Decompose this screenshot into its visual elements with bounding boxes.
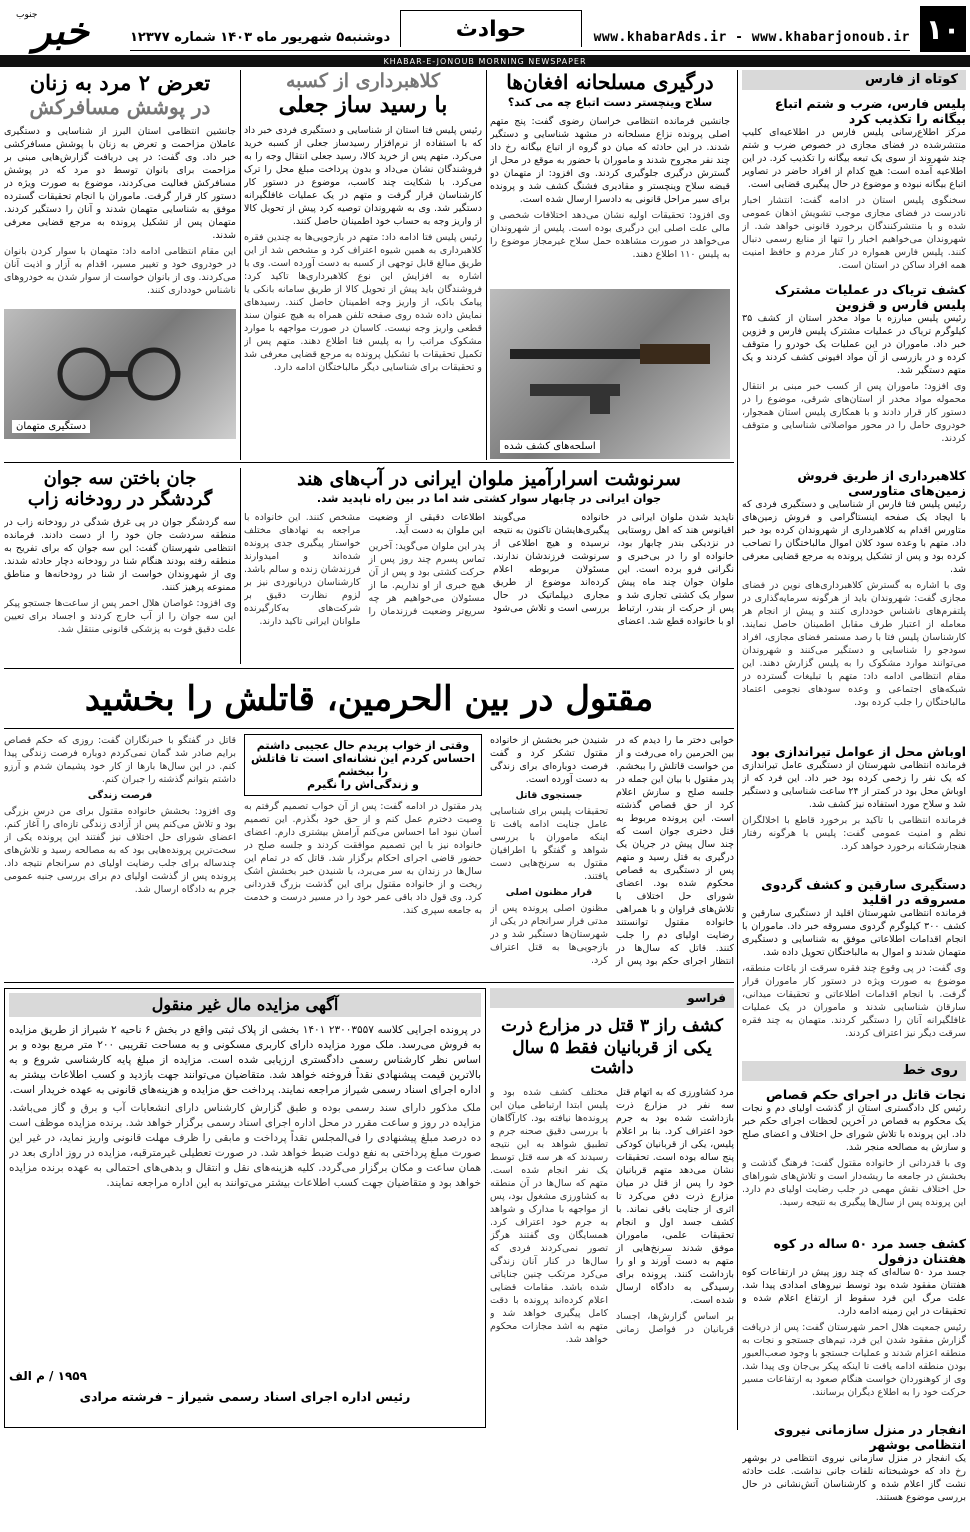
subheadline: سلاح وینچستر دست اتباع چه می کند؟ [507,96,713,109]
headline: با رسید ساز جعلی [278,92,448,118]
divider [4,728,734,729]
handcuffs-photo [4,309,236,439]
headline: تعرض ۲ مرد به زنان [29,70,211,95]
divider [486,70,487,460]
article-body: جانشین انتظامی استان البرز از شناسایی و دستگیری عاملان مزاحمت و تعرض به زنان با پوشش مسافرکشی خبر داد. وی گفت: در پی دریافت گزارش‌هایی مبنی بر مزاحمت برای بانوان توسط دو مرد که در پوشش مسافرکش فعالیت می‌کردند، موضوع به صورت ویژه در دستور کار قرار گرفت. ماموران با انجام تحقیقات گسترده موفق به شناسایی متهمان شدند و آنان را دستگیر کردند. متهمان پس از تشکیل پرونده به مرجع قضایی معرفی شدند. این مقام انتظامی ادامه داد: متهمان با سوار کردن بانوان در خودروی خود و تغییر مسیر، اقدام به آزار و اذیت آنان می‌کردند. وی از بانوان خواست از سوار شدن به خودروهای ناشناس خودداری کنند. [4,126,236,296]
section-label: فراسو [490,988,734,1008]
ad-footer: رئیس اداره اجرای اسناد رسمی شیراز – فرشته مرادی [79,1389,411,1404]
headline: کلاهبرداری از کسبه [285,70,440,92]
newspaper-logo: خبر [33,7,89,53]
article-body: مرد کشاورزی که به اتهام قتل سه نفر در مزارع ذرت بازداشت شده بود به جرم خود اعتراف کرد. بنا بر اعلام پلیس، یکی از قربانیان کودکی پنج ساله بوده است. تحقیقات نشان می‌دهد متهم قربانیان خود را پس از قتل در میان مزارع ذرت دفن می‌کرد تا اثری از جنایت باقی نماند. با کشف جسد اول و انجام تحقیقات علمی، ماموران موفق شدند سرنخ‌هایی از متهم به دست آورند و او را بازداشت کنند. پرونده برای رسیدگی به دادگاه ارسال شده است. بر اساس گزارش‌ها، اجساد قربانیان در فواصل زمانی مختلف کشف شده بود و پلیس ابتدا ارتباطی میان این پرونده‌ها نیافته بود. کارآگاهان با بررسی دقیق صحنه جرم و تطبیق شواهد به این نتیجه رسیدند که هر سه قتل توسط یک نفر انجام شده است. متهم که سال‌ها در آن منطقه به کشاورزی مشغول بود، پس از مواجهه با مدارک و شواهد به جرم خود اعتراف کرد. همسایگان وی گفتند هرگز تصور نمی‌کردند فردی که سال‌ها در کنار آنان زندگی می‌کرد مرتکب چنین جنایاتی شده باشد. مقامات قضایی اعلام کرده‌اند پرونده با دقت کامل پیگیری خواهد شد و متهم به اشد مجازات محکوم خواهد شد. [490,1087,734,1345]
headline: در پوشش مسافرکش [29,95,211,119]
sidebar-item-body: جسد مرد ۵۰ ساله‌ای که چند روز پیش در ارتفاعات کوه هفتنان مفقود شده بود توسط نیروهای امدادی پیدا شد. علت مرگ این فرد سقوط از ارتفاع اعلام شده و تحقیقات در این زمینه ادامه دارد. رئیس جمعیت هلال احمر شهرستان گفت: پس از دریافت گزارش مفقود شدن این فرد، تیم‌های جستجو و نجات به منطقه اعزام شدند و عملیات جستجو با وجود صعب‌العبور بودن منطقه ادامه یافت تا اینکه پیکر بی‌جان وی پیدا شد. وی از کوهنوردان خواست هنگام صعود به ارتفاعات مسیر حرکت خود را به اطلاع دیگران برسانند. [742,1267,966,1398]
headline: یکی از قربانیان فقط ۵ سال داشت [512,1038,712,1078]
main-headline: مقتول در بین الحرمین، قاتلش را بخشید [84,679,654,719]
divider [240,70,241,460]
sidebar [742,70,966,1503]
story-river-drowning [4,468,236,664]
sidebar-item-body: رئیس کل دادگستری استان از گذشت اولیای دم و نجات یک محکوم به قصاص در آخرین لحظات اجرای حکم خبر داد. این پرونده با تلاش شورای حل اختلاف و اعضای صلح و سازش به مصالحه منجر شد. وی با قدردانی از خانواده مقتول گفت: فرهنگ گذشت و بخشش در جامعه ما ریشه‌دار است و تلاش‌های شوراهای حل اختلاف نقش مهمی در جلب رضایت اولیای دم دارد. این پرونده پس از سال‌ها پیگیری به نتیجه رسید. [742,1103,966,1208]
headline: جان باختن سه جوان [43,468,197,489]
sidebar-item-title: اوباش محل از عوامل تیراندازی بود [750,744,966,759]
sidebar-item-title: نجات قاتل در اجرای حکم قصاص [766,1087,966,1102]
ad-title: آگهی مزایده مال غیر منقول [9,993,481,1017]
sidebar-item-title: کشف تریاک در عملیات مشترک پلیس فارس و قزوین [774,282,966,312]
sidebar-item-body: رئیس پلیس فتا فارس از شناسایی و دستگیری فردی که با ایجاد یک صفحه اینستاگرامی و فروش زمین‌های متاورس اقدام به کلاهبرداری از شهروندان کرده بود خبر داد. متهم با وعده سود کلان اموال مالباختگان را تصاحب کرده بود و پس از تشکیل پرونده به مرجع قضایی معرفی شد. وی با اشاره به گسترش کلاهبرداری‌های نوین در فضای مجازی گفت: شهروندان باید از هرگونه سرمایه‌گذاری در پلتفرم‌های ناشناس خودداری کنند و پیش از انجام هر معامله از اعتبار طرف مقابل اطمینان حاصل نمایند. کارشناسان پلیس فتا با رصد مستمر فضای مجازی، افراد سودجو را شناسایی و دستگیر می‌کنند و شهروندان می‌توانند موارد مشکوک را به پلیس گزارش دهند. این مقام انتظامی ادامه داد: متهم با تبلیغات گسترده در شبکه‌های اجتماعی و وعده سودهای نجومی اعتماد مالباختگان را جلب کرده بود. [742,499,966,708]
article-body: خوابی دختر ما را دیدم که در بین الحرمین راه می‌رفت و از من خواست قاتلش را ببخشم. پدر مقتول با بیان این جمله در جلسه صلح و سازش اعلام کرد از حق قصاص گذشته است. این پرونده مربوط به قتل دختری جوان است که چند سال پیش در جریان یک درگیری به قتل رسید و متهم پس از دستگیری به قصاص محکوم شده بود. اعضای شورای حل اختلاف با تلاش‌های فراوان و با همراهی خانواده مقتول توانستند رضایت اولیای دم را جلب کنند. قاتل که سال‌ها در انتظار اجرای حکم بود پس از شنیدن خبر بخشش از خانواده مقتول تشکر کرد و گفت فرصت دوباره‌ای برای زندگی به دست آورده است. جستجوی قاتل تحقیقات پلیس برای شناسایی عامل جنایت ادامه یافت تا اینکه ماموران با بررسی شواهد و گفتگو با اطرافیان مقتول به سرنخ‌هایی دست یافتند. قرار مظنون اصلی مظنون اصلی پرونده پس از مدتی فرار سرانجام در یکی از شهرستان‌ها دستگیر شد و در بازجویی‌ها به قتل اعتراف کرد. [490,735,734,967]
sidebar-item-body: یک انفجار در منزل سازمانی نیروی انتظامی در بوشهر رخ داد که خوشبختانه تلفات جانی نداشت. علت حادثه نشت گاز اعلام شده و کارشناسان آتش‌نشانی در حال بررسی موضوع هستند. [742,1453,966,1503]
sidebar-item-body: رئیس پلیس مبارزه با مواد مخدر استان از کشف ۳۵ کیلوگرم تریاک در عملیات مشترک پلیس فارس و قزوین خبر داد. ماموران در این عملیات یک خودرو را متوقف کرده و در بازرسی از آن مواد افیونی کشف کردند و یک متهم دستگیر شد. وی افزود: ماموران پس از کسب خبر مبنی بر انتقال محموله مواد مخدر از استان‌های شرقی، موضوع را در دستور کار قرار دادند و با همکاری پلیس استان همجوار، خودروی حامل را در محور مواصلاتی شناسایی و متوقف کردند. [742,313,966,444]
quote: احساس کردم این نشانه‌ای است تا قاتلش را ببخشم [250,752,476,778]
article-body: جانشین فرمانده انتظامی خراسان رضوی گفت: پنج متهم اصلی پرونده نزاع مسلحانه در مشهد شناسایی و دستگیر شدند. در این حادثه که میان دو گروه از اتباع بیگانه رخ داد چند نفر مجروح شدند و ماموران با حضور به موقع در محل از گسترش درگیری جلوگیری کردند. وی افزود: از متهمان دو قبضه سلاح وینچستر و مقادیری فشنگ کشف شد و پرونده برای سیر مراحل قانونی به دادسرا ارسال شده است. وی افزود: تحقیقات اولیه نشان می‌دهد اختلافات شخصی و مالی علت اصلی این درگیری بوده است. پلیس از شهروندان می‌خواهد در صورت مشاهده حمل سلاح غیرمجاز موضوع را به پلیس ۱۱۰ اطلاع دهند. [490,116,730,260]
subheadline: جوان ایرانی در چابهار سوار کشتی شد اما در بین راه ناپدید شد. [316,492,662,505]
sidebar-header: روی خط [742,1061,966,1081]
headline: کشف راز ۳ قتل در مزارع ذرت [501,1016,723,1036]
photo-caption: دستگیری متهمان [12,420,90,433]
sidebar-item-body: فرمانده انتظامی شهرستان اقلید از دستگیری سارقین و کشف ۳۰۰ کیلوگرم گردوی مسروقه خبر داد. ماموران با انجام اقدامات اطلاعاتی موفق به شناسایی و دستگیری متهمان شدند و اموال به مالباختگان تحویل داده شد. وی گفت: در پی وقوع چند فقره سرقت از باغات منطقه، موضوع به صورت ویژه در دستور کار ماموران قرار گرفت. با انجام اقدامات اطلاعاتی و تحقیقات میدانی، سارقان شناسایی شدند و ماموران در یک عملیات غافلگیرانه آنان را دستگیر کردند. متهمان به چند فقره سرقت دیگر نیز اعتراف کردند. [742,908,966,1039]
sidebar-item-title: پلیس فارس، ضرب و شتم اتباع بیگانه را تکذیب کرد [774,96,966,126]
article-body: سه گردشگر جوان در پی غرق شدگی در رودخانه زاب در منطقه سردشت جان خود را از دست دادند. فرمانده انتظامی شهرستان گفت: این سه جوان که برای تفریح به منطقه رفته بودند هنگام شنا در رودخانه دچار حادثه شدند. وی از شهروندان خواست از شنا در رودخانه‌ها و مناطق ممنوعه پرهیز کنند. وی افزود: غواصان هلال احمر پس از ساعت‌ها جستجو پیکر این سه جوان را از آب خارج کردند و اجساد برای تعیین علت دقیق فوت به پزشکی قانونی منتقل شد. [4,517,236,635]
quote: وقتی از خواب پریدم حال عجیبی داشتم [256,739,470,752]
logo-subtitle: جنوب [16,10,38,20]
story-corn-field [490,988,734,1428]
headline: درگیری مسلحانه افغان‌ها [506,70,714,94]
masthead [0,0,970,58]
page-number: ۱۰ [920,6,966,52]
story-forgiveness-quote [244,734,482,978]
story-sailor [244,468,734,664]
article-body: رئیس پلیس فتا استان از شناسایی و دستگیری فردی خبر داد که با استفاده از نرم‌افزار رسیدساز جعلی از کسبه خرید می‌کرد. متهم پس از خرید کالا، رسید جعلی انتقال وجه را به فروشندگان نشان می‌داد و بدون پرداخت مبلغ محل را ترک می‌کرد. با شکایت چند کاسب، موضوع در دستور کار کارشناسان قرار گرفت و متهم در یک عملیات غافلگیرانه دستگیر شد. وی به شهروندان توصیه کرد پیش از تحویل کالا از واریز وجه به حساب خود اطمینان حاصل کنند. رئیس پلیس فتا ادامه داد: متهم در بازجویی‌ها به چندین فقره کلاهبرداری به همین شیوه اعتراف کرد و مشخص شد از این طریق مبالغ قابل توجهی از کسبه به دست آورده است. وی با اشاره به افزایش این نوع کلاهبرداری‌ها تاکید کرد: فروشندگان باید پیش از تحویل کالا از طریق سامانه بانکی یا پیامک بانک، از واریز وجه اطمینان حاصل کنند. رسیدهای نمایش داده شده روی صفحه تلفن همراه به هیچ عنوان سند قطعی واریز وجه نیست. کاسبان در صورت مواجهه با موارد مشکوک مراتب را به پلیس فتا اطلاع دهند. متهم پس از تکمیل تحقیقات با تشکیل پرونده به مرجع قضایی معرفی شد و تحقیقات برای شناسایی دیگر مالباختگان ادامه دارد. [244,125,482,373]
ad-body: در پرونده اجرایی کلاسه ۲۳۰۰۳۵۵۷ ۱۴۰۱ بخشی از پلاک ثبتی واقع در بخش ۶ ناحیه ۲ شیراز از طریق مزایده به فروش می‌رسد. ملک مورد مزایده دارای کاربری مسکونی و به مساحت تقریبی ۲۰۰ متر مربع بوده و بر اساس نظر کارشناس رسمی دادگستری ارزیابی شده است. مزایده از مبلغ پایه کارشناسی شروع و به بالاترین قیمت پیشنهادی نقداً فروخته خواهد شد. متقاضیان می‌توانند جهت بازدید و کسب اطلاعات بیشتر به اداره اجرای اسناد رسمی شیراز مراجعه نمایند. پرداخت حق مزایده و هزینه‌های قانونی به عهده خریدار است. ملک مذکور دارای سند رسمی بوده و طبق گزارش کارشناس دارای انشعابات آب و برق و گاز می‌باشد. مزایده در روز و ساعت مقرر در محل اداره اجرای اسناد رسمی برگزار خواهد شد. برنده مزایده موظف است ده درصد مبلغ پیشنهادی را فی‌المجلس نقداً پرداخت و مابقی را ظرف مهلت قانونی واریز نماید، در غیر این صورت مبلغ پرداختی به نفع دولت ضبط خواهد شد. در صورت تعطیلی غیرمترقبه، مزایده در روز اداری بعد در همان ساعت و مکان برگزار می‌گردد. کلیه هزینه‌های نقل و انتقال و بدهی‌های احتمالی به عهده برنده مزایده خواهد بود و متقاضیان جهت کسب اطلاعات بیشتر می‌توانند به این اداره مراجعه نمایند. [9,1024,481,1189]
article-body: قاتل در گفتگو با خبرنگاران گفت: روزی که حکم قصاص برایم صادر شد گمان نمی‌کردم دوباره فرصت زندگی پیدا کنم. در این سال‌ها بارها از کار خود پشیمان شدم و آرزو داشتم بتوانم گذشته را جبران کنم. فرصت زندگی وی افزود: بخشش خانواده مقتول برای من درس بزرگی بود و تلاش می‌کنم پس از آزادی زندگی تازه‌ای را آغاز کنم. اعضای شورای حل اختلاف نیز گفتند این پرونده یکی از سخت‌ترین پرونده‌هایی بود که به مصالحه رسید و تلاش‌های چندساله برای جلب رضایت اولیای دم سرانجام نتیجه داد. پرونده پس از گذشت اولیای دم برای بررسی جنبه عمومی جرم به دادگاه ارسال شد. [4,735,236,895]
divider [4,668,734,669]
ad-code: ۱۹۵۹ / م الف [9,1369,87,1383]
photo-caption: اسلحه‌های کشف شده [500,440,600,453]
weapons-photo [490,289,730,459]
story-assault [4,70,236,460]
quote-box [244,734,482,796]
sidebar-item-title: دستگیری سارقین و کشف گردوی مسروقه در اقلید [761,877,966,907]
divider [4,462,734,463]
divider [737,70,738,1430]
sidebar-item-title: انفجار در منزل سازمانی نیروی انتظامی بوشهر [773,1422,966,1452]
headline: سرنوشت اسرارآمیز ملوان ایرانی در آب‌های هند [297,468,681,490]
headline: گردشگر در رودخانه زاب [27,489,213,510]
story-forgiveness-cont [4,734,236,978]
story-forgiveness [490,734,734,978]
sidebar-item-title: کلاهبرداری از طریق فروش زمین‌های متاورسی [797,468,966,498]
auction-ad [4,988,486,1428]
sidebar-item-title: کشف جسد مرد ۵۰ ساله در کوه هفتنان دزفول [773,1236,966,1266]
website-urls[interactable]: www.khabarAds.ir - www.khabarjonoub.ir [593,30,910,45]
quote: و زندگی‌اش را نگیرم [307,778,419,791]
section-title: حوادث [400,10,582,47]
sidebar-item-body: فرمانده انتظامی شهرستان از دستگیری عامل تیراندازی که یک نفر را زخمی کرده بود خبر داد. این فرد که از اوباش محل بود در کمتر از ۲۴ ساعت شناسایی و دستگیر شد و سلاح مورد استفاده نیز کشف شد. فرمانده انتظامی با تاکید بر برخورد قاطع با اخلالگران نظم و امنیت عمومی گفت: پلیس با هرگونه رفتار هنجارشکنانه برخورد خواهد کرد. [742,760,966,852]
divider [130,50,910,51]
article-body: پدر مقتول در ادامه گفت: پس از آن خواب تصمیم گرفتم به وصیت دخترم عمل کنم و از حق خود بگذرم. این تصمیم آسان نبود اما احساس می‌کنم آرامش بیشتری دارم. اعضای خانواده نیز با این تصمیم موافقت کردند و جلسه صلح در حضور قاضی اجرای احکام برگزار شد. قاتل که در تمام این سال‌ها در زندان به سر می‌برد، با شنیدن خبر بخشش اشک ریخت و از خانواده مقتول برای این گذشت بزرگ قدردانی کرد. وی قول داد باقی عمر خود را در مسیر درست و خدمت به جامعه سپری کند. [244,801,482,916]
story-fake-receipt [244,70,482,460]
divider [4,982,734,983]
divider [240,468,241,664]
sidebar-item-body: مرکز اطلاع‌رسانی پلیس فارس در اطلاعیه‌ای کلیپ منتشرشده در فضای مجازی در خصوص ضرب و شتم چند شهروند از سوی یک تبعه بیگانه را تکذیب کرد. در این اطلاعیه آمده است: هیچ کدام از افراد حاضر در تصاویر اتباع بیگانه نبوده و موضوع در حال پیگیری قضایی است. سخنگوی پلیس استان در ادامه گفت: انتشار اخبار نادرست در فضای مجازی موجب تشویش اذهان عمومی شده و با منتشرکنندگان برخورد قانونی خواهد شد. از شهروندان می‌خواهیم اخبار را تنها از منابع رسمی دنبال کنند. پلیس فارس همواره در کنار مردم و حافظ امنیت همه افراد ساکن در استان است. [742,127,966,271]
article-body: ناپدید شدن ملوان ایرانی در اقیانوس هند که اهل روستایی در نزدیکی بندر چابهار بود، خانواده او را در بی‌خبری و نگرانی فرو برده است. این ملوان جوان چند ماه پیش سوار یک کشتی تجاری شد و پس از حرکت از بندر، ارتباط او با خانواده قطع شد. اعضای خانواده می‌گویند پیگیری‌هایشان تاکنون به نتیجه نرسیده و هیچ اطلاعی از سرنوشت فرزندشان ندارند. مسئولان مربوطه اعلام کرده‌اند موضوع از طریق مجاری دیپلماتیک در حال بررسی است و تلاش می‌شود اطلاعات دقیقی از وضعیت این ملوان به دست آید. پدر این ملوان می‌گوید: آخرین تماس پسرم چند روز پس از حرکت کشتی بود و پس از آن هیچ خبری از او نداریم. ما از مسئولان می‌خواهیم هر چه سریع‌تر وضعیت فرزندمان را مشخص کنند. این خانواده با مراجعه به نهادهای مختلف خواستار پیگیری جدی پرونده شده‌اند و امیدوارند فرزندشان زنده و سالم باشد. کارشناسان دریانوردی نیز بر لزوم نظارت دقیق بر شرکت‌های به‌کارگیرنده ملوانان ایرانی تاکید دارند. [244,512,734,627]
story-afghan-clash [490,70,730,460]
sidebar-header: کوتاه از فارس [742,70,966,90]
issue-date: دوشنبه۵ شهریور ماه ۱۴۰۳ شماره ۱۲۳۷۷ [130,30,391,45]
masthead-strip: KHABAR-E-JONOUB MORNING NEWSPAPER [0,55,970,67]
rifle-icon [490,289,730,459]
